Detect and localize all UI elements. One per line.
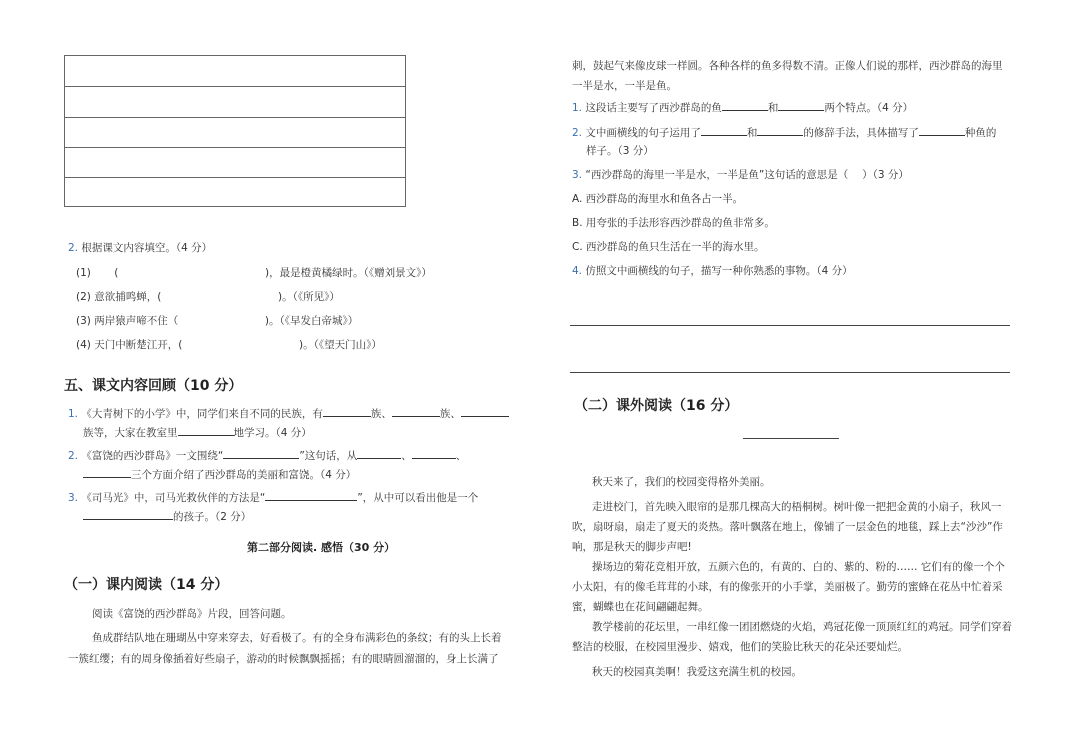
passage-paragraph-4: 教学楼前的花坛里，一串红像一团团燃烧的火焰，鸡冠花像一顶顶红红的鸡冠。同学们穿着整洁的校服，在校园里漫步、嬉戏，他们的笑脸比秋天的花朵还要灿烂。 xyxy=(572,621,1012,653)
answer-blank[interactable] xyxy=(919,125,965,136)
reading-1-para-line: 一簇红缨；有的周身像插着好些扇子，游动的时候飘飘摇摇；有的眼睛圆溜溜的，身上长满了 xyxy=(68,653,499,665)
answer-blank[interactable] xyxy=(223,448,299,459)
answer-blank[interactable] xyxy=(701,125,747,136)
answer-grid xyxy=(64,55,406,207)
question-number: 3. xyxy=(68,492,79,504)
answer-blank[interactable] xyxy=(757,125,803,136)
question-text: 族、 xyxy=(370,408,392,420)
item-number: (4) xyxy=(76,339,91,351)
question-number: 3. xyxy=(572,169,583,181)
question-number: 1. xyxy=(572,102,583,114)
question-text: 种鱼的 xyxy=(964,127,997,139)
grid-line xyxy=(65,177,405,178)
answer-blank[interactable] xyxy=(778,100,824,111)
reading-1-intro: 阅读《富饶的西沙群岛》片段，回答问题。 xyxy=(92,608,292,620)
reading-question-2-cont: 样子。（3 分） xyxy=(586,145,654,157)
reading-1-para-line: 鱼成群结队地在珊瑚丛中穿来穿去，好看极了。有的全身布满彩色的条纹；有的头上长着 xyxy=(92,632,502,644)
part-2-title: 第二部分阅读. 感悟（30 分） xyxy=(247,541,396,554)
fill-item-4 xyxy=(76,337,382,352)
question-2 xyxy=(68,240,212,255)
question-text: 和 xyxy=(767,102,779,114)
question-text: 和 xyxy=(746,127,758,139)
item-text: )。（《早发白帝城》） xyxy=(264,315,359,327)
item-number: (3) xyxy=(76,315,91,327)
question-text: 三个方面介绍了西沙群岛的美丽和富饶。（4 分） xyxy=(131,469,357,481)
section5-question-2-cont xyxy=(83,467,356,482)
question-text: “西沙群岛的海里一半是水，一半是鱼”这句话的意思是（ ）（3 分） xyxy=(585,169,909,181)
question-text: 《富饶的西沙群岛》一文围绕“ xyxy=(81,450,224,462)
answer-blank[interactable] xyxy=(323,406,371,417)
question-text: 的孩子。（2 分） xyxy=(173,511,252,523)
grid-line xyxy=(65,147,405,148)
section5-question-3 xyxy=(68,490,478,505)
grid-line xyxy=(65,86,405,87)
question-text: 的修辞手法，具体描写了 xyxy=(803,127,919,139)
item-number: (1) xyxy=(76,267,91,279)
reading-1-para-cont: 一半是水，一半是鱼。 xyxy=(572,80,677,92)
section5-question-1-cont xyxy=(83,425,312,440)
answer-blank[interactable] xyxy=(357,448,401,459)
item-text: )。（《所见》） xyxy=(278,291,340,303)
fill-item-3 xyxy=(76,313,358,328)
reading-question-3 xyxy=(572,167,909,182)
section5-question-2 xyxy=(68,448,466,463)
grid-line xyxy=(65,117,405,118)
question-text: 、 xyxy=(455,450,467,462)
item-text: 两岸猿声啼不住（ xyxy=(94,315,179,327)
item-text: 意欲捕鸣蝉，( xyxy=(94,291,162,303)
section5-question-3-cont xyxy=(83,509,251,524)
reading-question-2 xyxy=(572,125,996,140)
passage-paragraph-3: 操场边的菊花竞相开放，五颜六色的，有黄的、白的、紫的、粉的…… 它们有的像一个个小太阳，有的像毛茸茸的小球，有的像张开的小手掌，美丽极了。勤劳的蜜蜂在花丛中忙着采蜜，蝴蝶也在花间翩翩起舞。 xyxy=(572,561,1005,613)
question-text: 两个特点。（4 分） xyxy=(824,102,914,114)
question-number: 2. xyxy=(572,127,583,139)
item-text: )，最是橙黄橘绿时。（《赠刘景文》） xyxy=(265,267,432,279)
answer-line[interactable] xyxy=(570,325,1010,326)
item-text: ( xyxy=(114,267,119,279)
section5-question-1 xyxy=(68,406,509,421)
question-text: 根据课文内容填空。（4 分） xyxy=(81,242,213,254)
question-text: 《司马光》中，司马光救伙伴的方法是“ xyxy=(81,492,266,504)
reading-question-4 xyxy=(572,263,853,278)
question-text: 族、 xyxy=(439,408,461,420)
answer-blank[interactable] xyxy=(83,509,173,520)
question-text: 地学习。（4 分） xyxy=(233,427,312,439)
fill-item-2 xyxy=(76,289,340,304)
item-number: (2) xyxy=(76,291,91,303)
question-text: ”，从中可以看出他是一个 xyxy=(357,492,479,504)
option-b[interactable]: B. 用夸张的手法形容西沙群岛的鱼非常多。 xyxy=(572,217,775,229)
passage-paragraph-2: 走进校门，首先映入眼帘的是那几棵高大的梧桐树。树叶像一把把金黄的小扇子，秋风一吹，扇呀扇，扇走了夏天的炎热。落叶飘落在地上，像铺了一层金色的地毯，踩上去“沙沙”作响，那是秋天的脚步声吧! xyxy=(572,501,1003,553)
reading-question-1 xyxy=(572,100,913,115)
answer-blank[interactable] xyxy=(722,100,768,111)
answer-blank[interactable] xyxy=(392,406,440,417)
passage-paragraph-5: 秋天的校园真美啊！我爱这充满生机的校园。 xyxy=(592,666,802,678)
question-text: 族等，大家在教室里 xyxy=(83,427,178,439)
answer-blank[interactable] xyxy=(412,448,456,459)
question-number: 2. xyxy=(68,450,79,462)
question-text: 仿照文中画横线的句子，描写一种你熟悉的事物。（4 分） xyxy=(585,265,853,277)
answer-blank[interactable] xyxy=(83,467,131,478)
option-a[interactable]: A. 西沙群岛的海里水和鱼各占一半。 xyxy=(572,193,744,205)
question-text: 、 xyxy=(401,450,412,462)
option-c[interactable]: C. 西沙群岛的鱼只生活在一半的海水里。 xyxy=(572,241,765,253)
question-number: 1. xyxy=(68,408,79,420)
question-text: ”这句话，从 xyxy=(299,450,358,462)
question-text: 这段话主要写了西沙群岛的鱼 xyxy=(585,102,722,114)
item-text: 天门中断楚江开，( xyxy=(94,339,183,351)
fill-item-1 xyxy=(76,265,432,280)
question-text: 文中画横线的句子运用了 xyxy=(585,127,701,139)
answer-blank[interactable] xyxy=(461,406,509,417)
answer-blank[interactable] xyxy=(265,490,357,501)
passage-paragraph-1: 秋天来了，我们的校园变得格外美丽。 xyxy=(592,476,771,488)
question-number: 2. xyxy=(68,242,79,254)
item-text: )。（《望天门山》） xyxy=(299,339,382,351)
section-5-title: 五、课文内容回顾（10 分） xyxy=(64,378,243,394)
question-number: 4. xyxy=(572,265,583,277)
passage-title-blank[interactable] xyxy=(743,438,839,439)
answer-blank[interactable] xyxy=(178,425,234,436)
question-text: 《大青树下的小学》中，同学们来自不同的民族，有 xyxy=(81,408,323,420)
reading-1-title: （一）课内阅读（14 分） xyxy=(64,577,229,593)
answer-line[interactable] xyxy=(570,372,1010,373)
reading-1-para-cont: 刺，鼓起气来像皮球一样圆。各种各样的鱼多得数不清。正像人们说的那样，西沙群岛的海里 xyxy=(572,60,1003,72)
reading-2-title: （二）课外阅读（16 分） xyxy=(574,398,739,414)
